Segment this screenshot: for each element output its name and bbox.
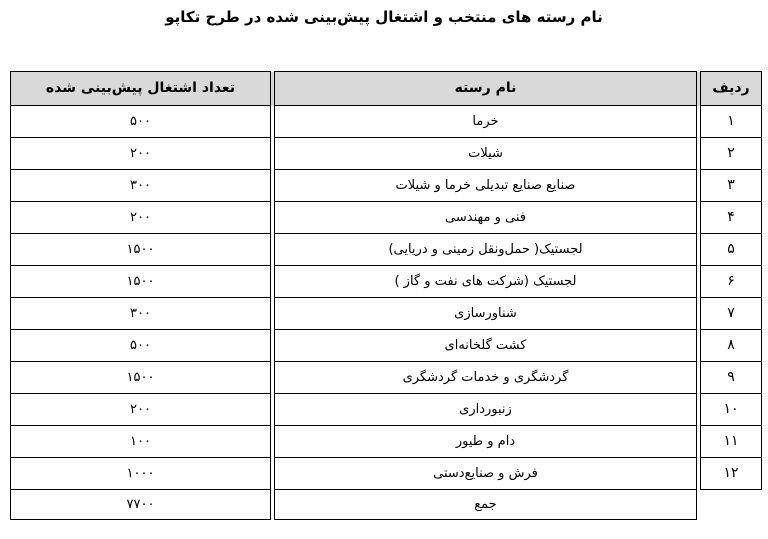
employment-count-cell: ۱۰۰ — [11, 426, 271, 458]
table-row — [11, 106, 762, 138]
row-index-cell: ۱۰ — [701, 394, 762, 426]
total-row — [11, 490, 762, 520]
category-name-cell: گردشگری و خدمات گردشگری — [275, 362, 697, 394]
row-index-cell: ۶ — [701, 266, 762, 298]
employment-count-cell: ۳۰۰ — [11, 170, 271, 202]
employment-count-cell: ۵۰۰ — [11, 330, 271, 362]
employment-count-cell: ۳۰۰ — [11, 298, 271, 330]
header-name: نام رسته — [275, 72, 697, 106]
category-name-cell: دام و طیور — [275, 426, 697, 458]
table-header-row — [11, 72, 762, 106]
row-index-cell: ۳ — [701, 170, 762, 202]
category-name-cell: فرش و صنایع‌دستی — [275, 458, 697, 490]
row-index-cell: ۹ — [701, 362, 762, 394]
table-row — [11, 138, 762, 170]
employment-count-cell: ۱۵۰۰ — [11, 362, 271, 394]
table-row — [11, 298, 762, 330]
employment-count-cell: ۱۵۰۰ — [11, 266, 271, 298]
table-row — [11, 426, 762, 458]
table-row — [11, 170, 762, 202]
row-index-cell: ۱۲ — [701, 458, 762, 490]
employment-count-cell: ۲۰۰ — [11, 138, 271, 170]
page-title: نام رسته های منتخب و اشتغال پیش‌بینی شده در طرح تکاپو — [165, 8, 603, 26]
category-name-cell: صنایع صنایع تبدیلی خرما و شیلات — [275, 170, 697, 202]
category-name-cell: فنی و مهندسی — [275, 202, 697, 234]
employment-count-cell: ۲۰۰ — [11, 202, 271, 234]
category-name-cell: لجستیک( حمل‌ونقل زمینی و دریایی) — [275, 234, 697, 266]
total-count-cell: ۷۷۰۰ — [11, 490, 271, 520]
row-index-cell: ۲ — [701, 138, 762, 170]
table-row — [11, 202, 762, 234]
category-name-cell: زنبورداری — [275, 394, 697, 426]
employment-count-cell: ۵۰۰ — [11, 106, 271, 138]
row-index-cell: ۱ — [701, 106, 762, 138]
category-name-cell: کشت گلخانه‌ای — [275, 330, 697, 362]
header-index: ردیف — [701, 72, 762, 106]
table-row — [11, 266, 762, 298]
employment-table — [10, 71, 762, 520]
category-name-cell: شیلات — [275, 138, 697, 170]
row-index-cell: ۱۱ — [701, 426, 762, 458]
category-name-cell: لجستیک (شرکت های نفت و گاز ) — [275, 266, 697, 298]
header-count: تعداد اشتغال پیش‌بینی شده — [11, 72, 271, 106]
table-row — [11, 234, 762, 266]
total-label-cell: جمع — [275, 490, 697, 520]
category-name-cell: خرما — [275, 106, 697, 138]
table-row — [11, 362, 762, 394]
total-empty-cell — [701, 490, 762, 520]
row-index-cell: ۷ — [701, 298, 762, 330]
row-index-cell: ۵ — [701, 234, 762, 266]
row-index-cell: ۸ — [701, 330, 762, 362]
table-row — [11, 330, 762, 362]
employment-count-cell: ۱۵۰۰ — [11, 234, 271, 266]
employment-count-cell: ۱۰۰۰ — [11, 458, 271, 490]
table-row — [11, 394, 762, 426]
row-index-cell: ۴ — [701, 202, 762, 234]
employment-count-cell: ۲۰۰ — [11, 394, 271, 426]
table-row — [11, 458, 762, 490]
category-name-cell: شناورسازی — [275, 298, 697, 330]
